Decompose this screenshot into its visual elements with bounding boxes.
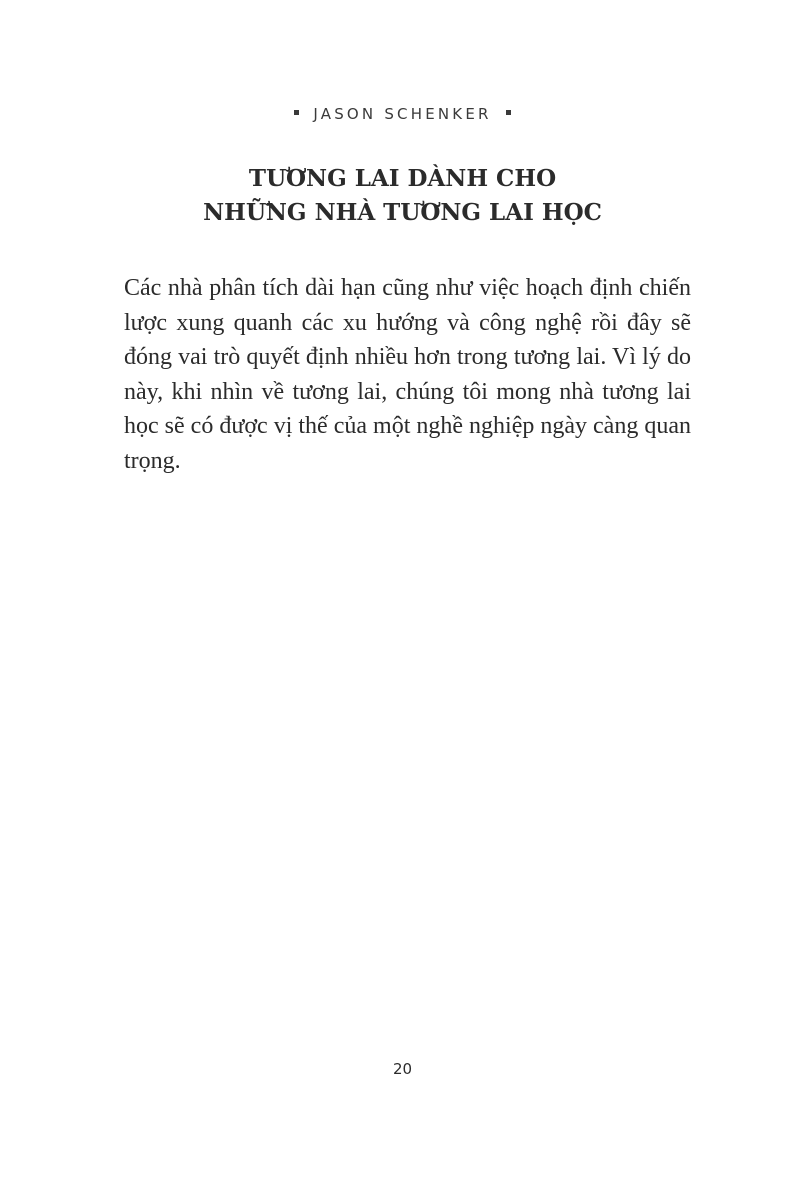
page-number: 20	[392, 1060, 413, 1078]
chapter-title	[0, 162, 805, 230]
bullet-right	[506, 110, 511, 115]
chapter-title-line-2: NHỮNG NHÀ TƯƠNG LAI HỌC	[203, 199, 602, 226]
bullet-left	[294, 110, 299, 115]
running-header	[0, 103, 805, 125]
chapter-title-line-1: TƯƠNG LAI DÀNH CHO	[248, 165, 557, 192]
header-author: JASON SCHENKER	[313, 105, 492, 123]
body-paragraph: Các nhà phân tích dài hạn cũng như việc hoạch định chiến lược xung quanh các xu hướng và công nghệ rồi đây sẽ đóng vai trò quyết định nhiều hơn trong tương lai. Vì lý do này, khi nhìn về tương lai, chúng tôi mong nhà tương lai học sẽ có được vị thế của một nghề nghiệp ngày càng quan trọng.	[124, 275, 691, 474]
